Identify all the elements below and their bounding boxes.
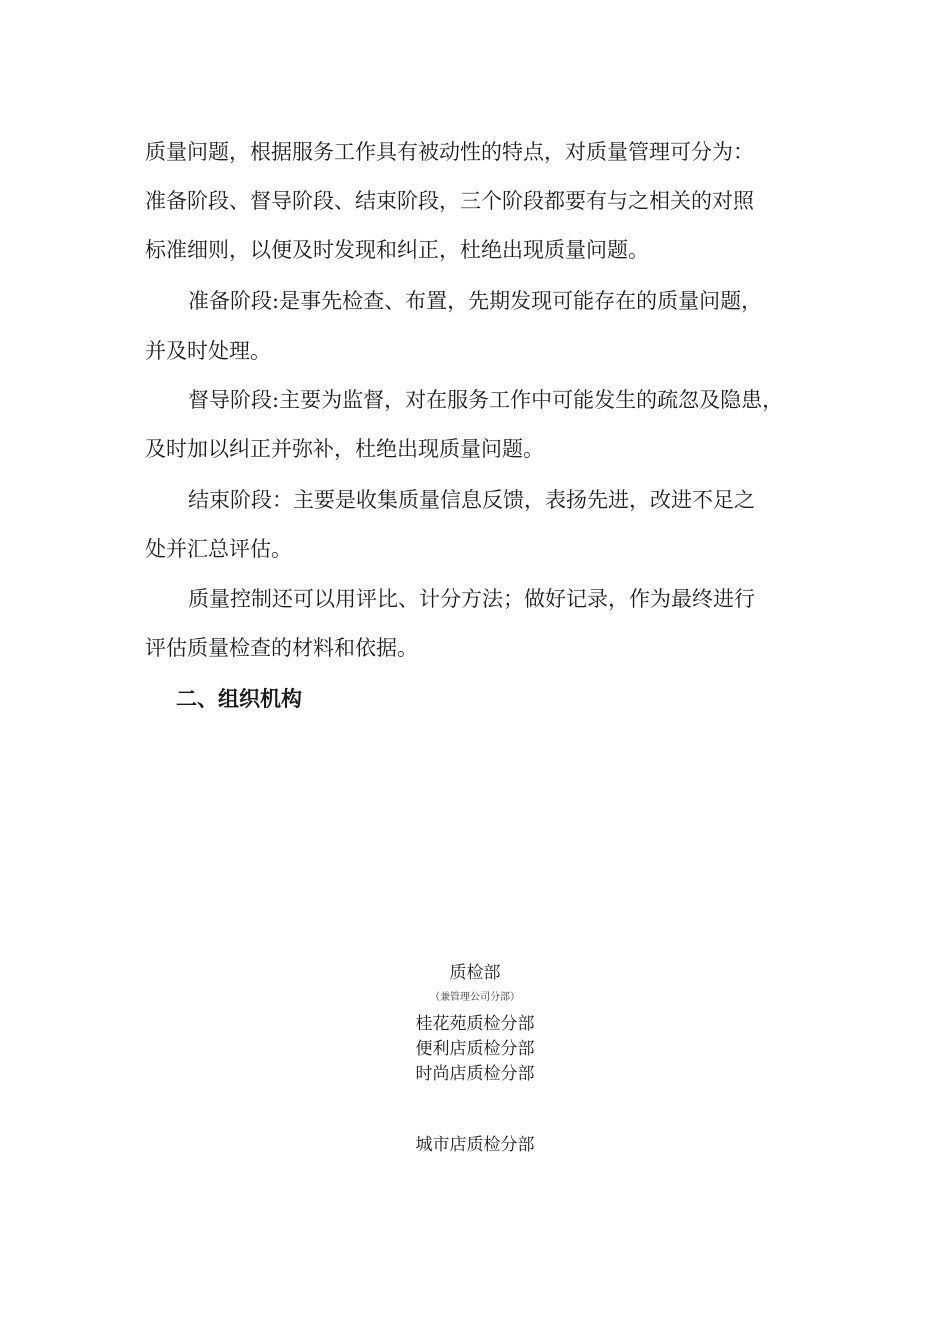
section-heading: 二、组织机构 <box>176 687 302 711</box>
paragraph-2-line-1: 准备阶段:是事先检查、布置，先期发现可能存在的质量问题， <box>188 289 763 313</box>
paragraph-3-line-1: 督导阶段:主要为监督，对在服务工作中可能发生的疏忽及隐患， <box>188 388 784 412</box>
org-branch-2: 便利店质检分部 <box>415 1039 535 1059</box>
paragraph-1-line-1: 质量问题，根据服务工作具有被动性的特点，对质量管理可分为： <box>145 140 754 164</box>
paragraph-4-line-1: 结束阶段：主要是收集质量信息反馈，表扬先进，改进不足之 <box>188 488 755 512</box>
paragraph-1-line-2: 准备阶段、督导阶段、结束阶段，三个阶段都要有与之相关的对照 <box>145 189 754 213</box>
paragraph-4-line-2: 处并汇总评估。 <box>145 537 292 561</box>
paragraph-5-line-2: 评估质量检查的材料和依据。 <box>145 636 418 660</box>
org-branch-4: 城市店质检分部 <box>415 1135 535 1155</box>
paragraph-1-line-3: 标准细则，以便及时发现和纠正，杜绝出现质量问题。 <box>145 238 649 262</box>
org-root: 质检部 <box>449 963 501 983</box>
paragraph-2-line-2: 并及时处理。 <box>145 339 271 363</box>
paragraph-3-line-2: 及时加以纠正并弥补，杜绝出现质量问题。 <box>145 437 544 461</box>
paragraph-5-line-1: 质量控制还可以用评比、计分方法；做好记录，作为最终进行 <box>188 587 755 611</box>
org-branch-1: 桂花苑质检分部 <box>415 1014 535 1034</box>
org-branch-3: 时尚店质检分部 <box>415 1064 535 1084</box>
org-root-note: （兼管理公司分部） <box>430 992 520 1003</box>
